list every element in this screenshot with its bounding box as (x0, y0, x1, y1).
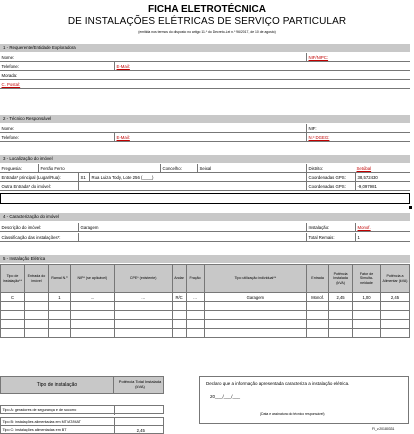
section-5-header: 5 - Instalação Elétrica (0, 255, 410, 263)
table-header-cell: Fator de Simulta-neidade (353, 265, 381, 293)
s1-cpostal-label: C. Postal: (1, 82, 21, 87)
table-cell[interactable] (172, 320, 186, 329)
table-header-cell: NIP* (se aplicável) (70, 265, 114, 293)
table-cell[interactable] (172, 311, 186, 320)
table-cell[interactable] (380, 311, 409, 320)
s3-row-entrada (0, 173, 410, 182)
table-cell[interactable] (48, 311, 70, 320)
table-cell[interactable] (307, 302, 329, 311)
s4-desc-label: Descrição do imóvel: (1, 225, 42, 230)
section-2-header: 2 - Técnico Responsável (0, 115, 410, 123)
table-cell[interactable] (186, 311, 204, 320)
table-cell[interactable] (48, 302, 70, 311)
table-cell[interactable] (380, 329, 409, 338)
section-1-header: 1 - Requerente/Entidade Exploradora (0, 44, 410, 52)
s1-row-morada (0, 71, 410, 80)
s4-inst-value: Monof. (357, 225, 371, 230)
table-header-cell: Tipo utilização individual** (204, 265, 307, 293)
table-cell[interactable] (353, 311, 381, 320)
summary-row-a (0, 405, 164, 414)
table-cell[interactable] (1, 329, 25, 338)
table-cell[interactable] (24, 320, 48, 329)
table-row (1, 293, 410, 302)
table-cell[interactable] (24, 293, 48, 302)
table-header-cell: Potência a Alimentar (kVA) (380, 265, 409, 293)
table-cell[interactable]: 1 (48, 293, 70, 302)
table-cell[interactable] (1, 320, 25, 329)
s4-inst-label: Instalação: (308, 225, 330, 230)
form-reference: FI_v.20180331 (372, 427, 395, 431)
table-cell[interactable]: 2,45 (329, 293, 353, 302)
table-cell[interactable] (307, 320, 329, 329)
table-cell[interactable]: Monof. (307, 293, 329, 302)
table-cell[interactable] (204, 311, 307, 320)
table-cell[interactable]: 2,45 (380, 293, 409, 302)
table-cell[interactable] (353, 320, 381, 329)
table-cell[interactable]: R/C (172, 293, 186, 302)
table-cell[interactable] (114, 311, 172, 320)
s1-row-cpostal (0, 80, 410, 89)
section-3-header: 3 - Localização do imóvel (0, 155, 410, 163)
section-4-header: 4 - Caracterização do imóvel (0, 213, 410, 221)
summary-value-a (115, 406, 165, 415)
s4-total-value: 1 (357, 235, 360, 240)
s4-row-class (0, 233, 410, 242)
s3-gps-lon: -9,097981 (357, 184, 377, 189)
s2-email-label: E-Mail: (116, 135, 130, 140)
table-row (1, 329, 410, 338)
table-header-cell: Andar (172, 265, 186, 293)
table-cell[interactable] (1, 302, 25, 311)
s3-entrada-value: Rua Luiza Tody, Lote 256 (____) (91, 175, 154, 180)
s1-row-nome (0, 53, 410, 62)
table-cell[interactable] (114, 302, 172, 311)
table-cell[interactable] (380, 320, 409, 329)
table-cell[interactable] (24, 302, 48, 311)
table-header-cell: Potência Instalada (kVA) (329, 265, 353, 293)
table-cell[interactable] (70, 311, 114, 320)
table-cell[interactable] (186, 329, 204, 338)
summary-value-c: 2,45 (136, 428, 145, 433)
s3-freguesia-label: Freguesia: (1, 166, 22, 171)
selection-handle[interactable] (409, 206, 412, 209)
table-cell[interactable] (353, 329, 381, 338)
table-cell[interactable] (329, 302, 353, 311)
declaration-text: Declaro que a informação apresentada caracteriza a instalação elétrica. (206, 381, 350, 386)
table-cell[interactable] (48, 320, 70, 329)
s1-nif-label: NIF/NIPC: (308, 55, 329, 60)
s2-dgeg-label: N.º DGEG: (308, 135, 330, 140)
table-header-cell: Fração (186, 265, 204, 293)
declaration-box (199, 376, 409, 424)
table-cell[interactable] (114, 329, 172, 338)
table-cell[interactable] (1, 311, 25, 320)
table-cell[interactable] (186, 302, 204, 311)
s3-freguesia-value: Ferrão Ferro (40, 166, 65, 171)
table-cell[interactable] (186, 320, 204, 329)
table-header-cell: CPE* (existente) (114, 265, 172, 293)
s3-row-freguesia (0, 164, 410, 173)
table-cell[interactable] (353, 302, 381, 311)
summary-label-a: Tipo A: geradores de segurança e de socorro (2, 408, 77, 412)
table-cell[interactable] (329, 320, 353, 329)
table-row (1, 311, 410, 320)
table-cell[interactable] (48, 329, 70, 338)
s1-nome-label: Nome: (1, 55, 15, 60)
table-cell[interactable] (70, 320, 114, 329)
s3-row-outra (0, 182, 410, 191)
table-cell[interactable] (24, 311, 48, 320)
s2-telefone-label: Telefone: (1, 135, 19, 140)
s3-concelho-value: Seixal (199, 166, 212, 171)
table-cell[interactable] (307, 329, 329, 338)
s2-row-nome (0, 124, 410, 133)
table-cell[interactable] (307, 311, 329, 320)
s1-telefone-label: Telefone: (1, 64, 19, 69)
s3-outra-label: Outra Entrada* do imóvel: (1, 184, 51, 189)
table-row (1, 302, 410, 311)
table-cell[interactable] (204, 329, 307, 338)
s3-concelho-label: Concelho: (162, 166, 182, 171)
summary-header (0, 376, 164, 394)
s3-entrada-num: S1 (80, 175, 86, 180)
table-cell[interactable] (204, 302, 307, 311)
s1-morada-label: Morada: (1, 73, 18, 78)
summary-label-b: Tipo B: instalações alimentadas em MT/AT/MAT (2, 420, 81, 424)
summary-row-c (0, 425, 164, 434)
s3-gps-label-2: Coordenadas GPS: (308, 184, 346, 189)
table-cell[interactable] (204, 320, 307, 329)
s3-gps-lat: 38,572430 (357, 175, 378, 180)
table-cell[interactable]: C (1, 293, 25, 302)
installation-table (0, 264, 410, 338)
table-cell[interactable]: ... (186, 293, 204, 302)
form-note: (emitida nos termos do disposto no artigo 11.º do Decreto-Lei n.º 96/2017, de 10 de agosto) (138, 30, 276, 34)
s3-distrito-value: Setúbal (356, 166, 372, 171)
summary-label-c: Tipo C: instalações alimentadas em BT (2, 428, 67, 432)
s4-class-label: Classificação das instalações*: (1, 235, 61, 240)
table-cell[interactable] (329, 329, 353, 338)
table-cell[interactable] (380, 302, 409, 311)
s3-gps-label: Coordenadas GPS: (308, 175, 346, 180)
s4-row-desc (0, 223, 410, 232)
s1-row-telefone (0, 62, 410, 71)
table-cell[interactable] (172, 329, 186, 338)
s1-email-label: E-Mail: (116, 64, 130, 69)
summary-col1-header: Tipo de instalação (1, 377, 114, 394)
s2-nome-label: Nome: (1, 126, 15, 131)
table-cell[interactable]: Garagem (204, 293, 307, 302)
s4-desc-value: Garagem (80, 225, 99, 230)
table-row (1, 320, 410, 329)
table-cell[interactable] (172, 302, 186, 311)
s3-blank-selected-row[interactable] (0, 193, 410, 204)
s2-nif-label: NIF: (308, 126, 317, 131)
table-cell[interactable] (70, 302, 114, 311)
table-header-cell: Entrada (307, 265, 329, 293)
table-cell[interactable] (114, 320, 172, 329)
table-cell[interactable] (24, 329, 48, 338)
table-header-cell: Tipo de instalação** (1, 265, 25, 293)
table-cell[interactable]: ... (70, 293, 114, 302)
form-title: FICHA ELETROTÉCNICA (148, 4, 266, 15)
table-header-row (1, 265, 410, 293)
s2-row-telefone (0, 133, 410, 142)
table-header-cell: Entrada do imóvel (24, 265, 48, 293)
table-cell[interactable]: 1,00 (353, 293, 381, 302)
s3-entrada-label: Entrada* principal (Lugar/Rua): (1, 175, 61, 180)
s4-total-label: Total Remais: (308, 235, 335, 240)
signature-caption: (Data e assinatura do técnico responsável) (260, 412, 325, 416)
declaration-date[interactable]: 20___/___/___ (210, 394, 241, 399)
table-cell[interactable] (70, 329, 114, 338)
table-cell[interactable] (329, 311, 353, 320)
table-cell[interactable]: ... (114, 293, 172, 302)
table-header-cell: Ramal N.º (48, 265, 70, 293)
s3-distrito-label: Distrito: (308, 166, 324, 171)
form-subtitle: DE INSTALAÇÕES ELÉTRICAS DE SERVIÇO PARTICULAR (67, 16, 347, 27)
summary-col2-header: Potência Total Instalada (kVA) (118, 379, 162, 389)
